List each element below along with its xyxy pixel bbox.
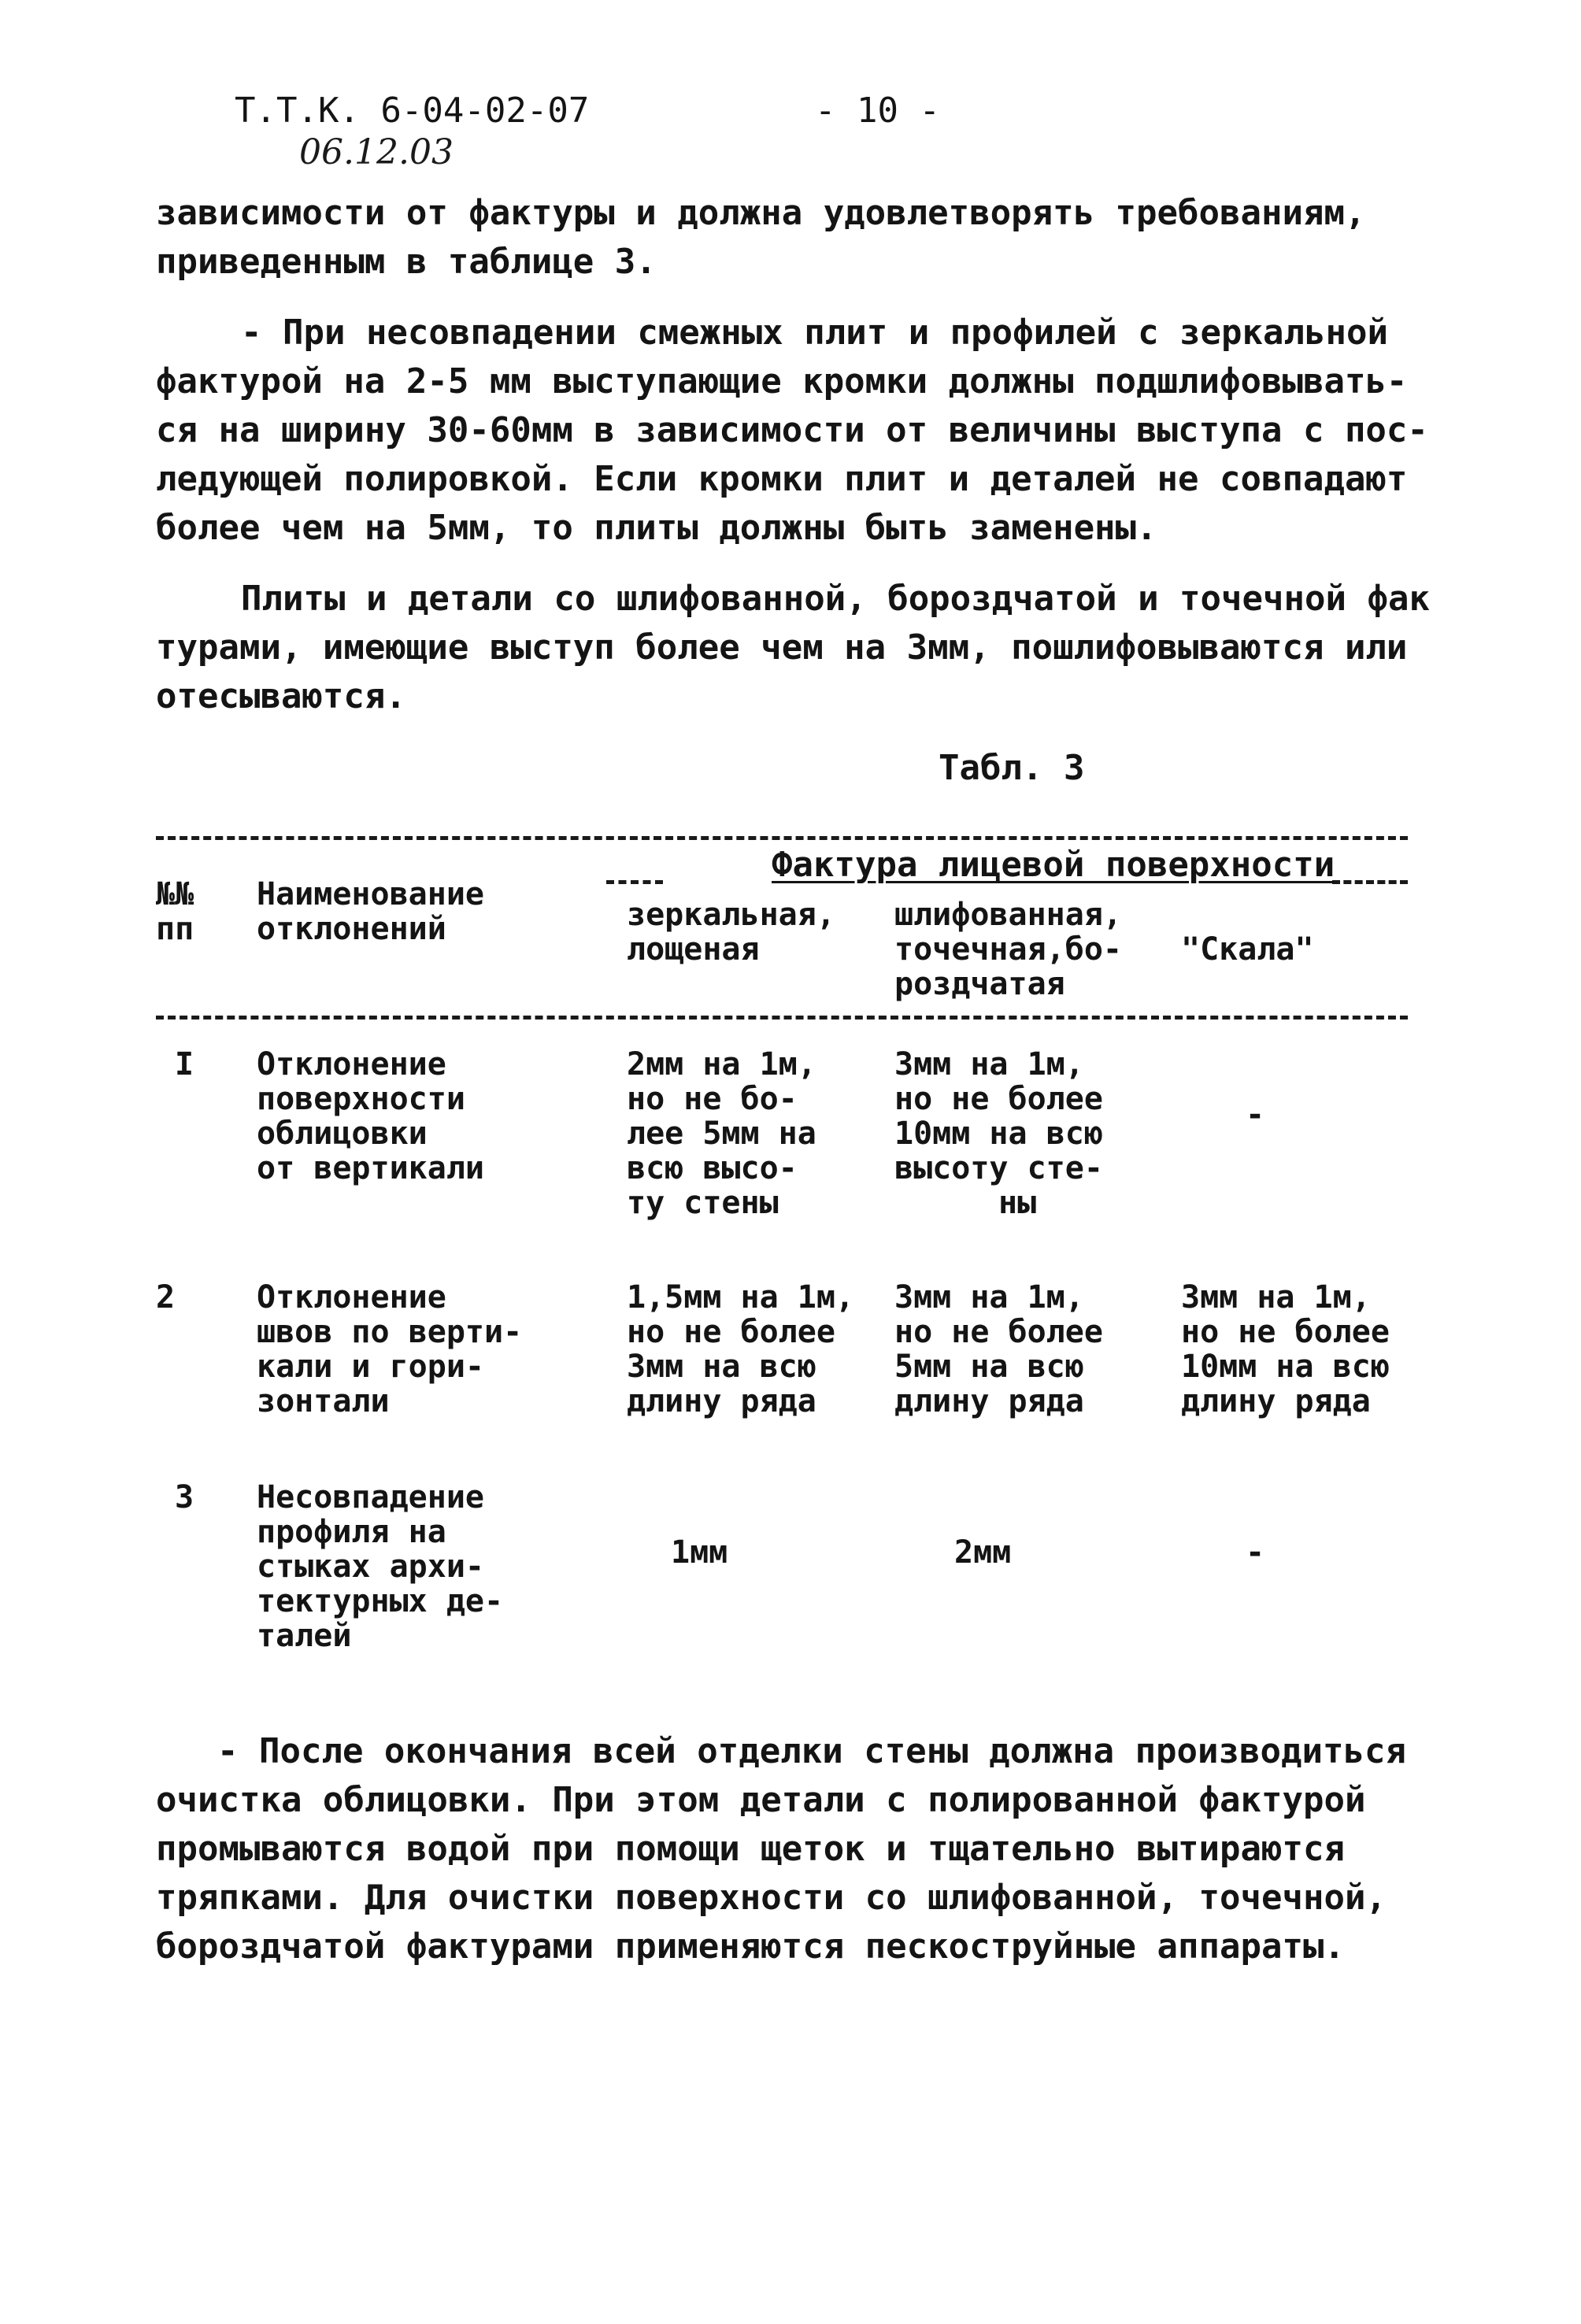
text-line: очистка облицовки. При этом детали с полированной фактурой — [156, 1780, 1366, 1820]
paragraph-1 — [156, 189, 1365, 287]
text-line: ледующей полировкой. Если кромки плит и деталей не совпадают — [156, 459, 1408, 499]
table-top-rule — [156, 836, 1408, 840]
table-row-1-name: Отклонение поверхности облицовки от вертикали — [257, 1046, 484, 1186]
table-row-3-num: 3 — [175, 1479, 194, 1515]
table-row-2-name: Отклонение швов по верти- кали и гори- зонтали — [257, 1279, 523, 1419]
table-row-2-rock: 3мм на 1м, но не более 10мм на всю длину ряда — [1181, 1279, 1390, 1419]
text-line: - После окончания всей отделки стены должна производиться — [217, 1731, 1406, 1771]
table-row-1-rock: - — [1246, 1097, 1265, 1133]
text-line: бороздчатой фактурами применяются пескоструйные аппараты. — [156, 1926, 1345, 1967]
header-group-rule-left — [606, 880, 663, 884]
table-row-1-mirror: 2мм на 1м, но не бо- лее 5мм на всю высо- ту стены — [627, 1046, 816, 1221]
table-row-1-num: I — [175, 1046, 194, 1082]
table-row-2-num: 2 — [156, 1279, 176, 1316]
paragraph-3 — [156, 575, 1430, 721]
handwritten-date: 06.12.03 — [299, 132, 454, 172]
text-line: турами, имеющие выступ более чем на 3мм, пошлифовываются или — [156, 627, 1408, 668]
header-group: Фактура лицевой поверхности — [772, 845, 1335, 885]
header-group-rule-right — [1332, 880, 1408, 884]
table-row-3-mirror: 1мм — [671, 1534, 728, 1571]
table-row-3-rock: - — [1246, 1534, 1265, 1571]
header-num: №№ пп — [156, 876, 194, 947]
paragraph-final — [156, 1727, 1406, 1971]
table-caption: Табл. 3 — [939, 748, 1085, 788]
text-line: - При несовпадении смежных плит и профилей с зеркальной — [241, 313, 1388, 353]
text-line: промываются водой при помощи щеток и тщательно вытираются — [156, 1829, 1345, 1869]
table-header-rule — [156, 1016, 1408, 1020]
text-line: более чем на 5мм, то плиты должны быть заменены. — [156, 508, 1157, 548]
table-row-2-ground: 3мм на 1м, но не более 5мм на всю длину ряда — [894, 1279, 1103, 1419]
header-col-mirror: зеркальная, лощеная — [627, 897, 835, 968]
header-name: Наименование отклонений — [257, 876, 484, 947]
table-row-3-ground: 2мм — [954, 1534, 1012, 1571]
text-line: тряпками. Для очистки поверхности со шлифованной, точечной, — [156, 1878, 1387, 1918]
text-line: отесываются. — [156, 676, 406, 716]
table-row-2-mirror: 1,5мм на 1м, но не более 3мм на всю длину ряда — [627, 1279, 854, 1419]
header-col-rock: "Скала" — [1181, 931, 1314, 968]
document-id: Т.Т.К. 6-04-02-07 — [235, 91, 590, 131]
table-row-3-name: Несовпадение профиля на стыках архи- тектурных де- талей — [257, 1479, 504, 1654]
text-line: фактурой на 2-5 мм выступающие кромки должны подшлифовывать- — [156, 361, 1408, 402]
text-line: ся на ширину 30-60мм в зависимости от величины выступа с пос- — [156, 410, 1428, 450]
text-line: Плиты и детали со шлифованной, бороздчатой и точечной фак — [241, 579, 1430, 619]
text-line: зависимости от фактуры и должна удовлетворять требованиям, — [156, 193, 1366, 233]
paragraph-2 — [156, 309, 1428, 553]
page-number: - 10 - — [815, 91, 940, 131]
header-col-ground: шлифованная, точечная,бо- роздчатая — [894, 897, 1122, 1002]
text-line: приведенным в таблице 3. — [156, 242, 657, 282]
table-row-1-ground: 3мм на 1м, но не более 10мм на всю высоту сте- ны — [894, 1046, 1103, 1221]
